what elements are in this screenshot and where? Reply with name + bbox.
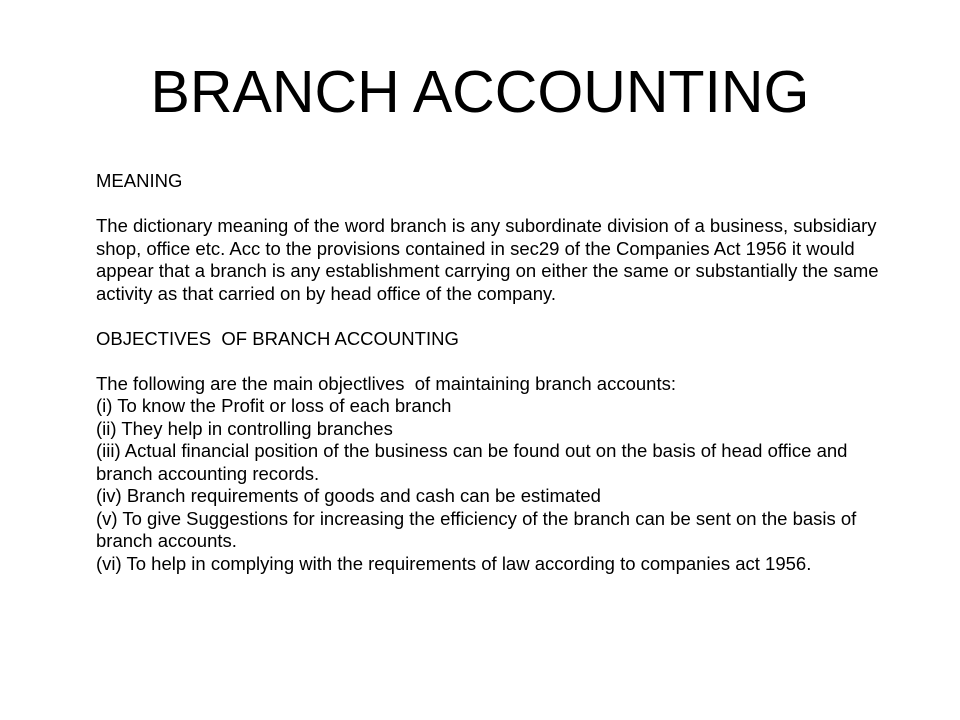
objectives-heading: OBJECTIVES OF BRANCH ACCOUNTING — [96, 327, 459, 349]
meaning-text: The dictionary meaning of the word branch is any subordinate division of a business, subsidiary shop, office etc. Acc to the provisions contained in sec29 of the Companies Act 1956 it would appear that a branch is any establishment carrying on either the same or substantially the same activity as that carried on by head office of the company. — [96, 215, 879, 304]
objective-item-1: (i) To know the Profit or loss of each branch — [96, 395, 452, 416]
slide-title: BRANCH ACCOUNTING — [150, 59, 810, 125]
slide-body — [96, 170, 906, 575]
objective-item-4: (iv) Branch requirements of goods and cash can be estimated — [96, 485, 601, 506]
meaning-heading: MEANING — [96, 170, 183, 191]
objective-item-3: (iii) Actual financial position of the business can be found out on the basis of head office and branch accounting records. — [96, 440, 848, 484]
objective-item-5: (v) To give Suggestions for increasing the efficiency of the branch can be sent on the basis of branch accounts. — [96, 507, 857, 551]
objectives-intro: The following are the main objectlives of maintaining branch accounts: — [96, 372, 676, 394]
objective-item-6: (vi) To help in complying with the requirements of law according to companies act 1956. — [96, 552, 812, 574]
objective-item-2: (ii) They help in controlling branches — [96, 417, 393, 439]
